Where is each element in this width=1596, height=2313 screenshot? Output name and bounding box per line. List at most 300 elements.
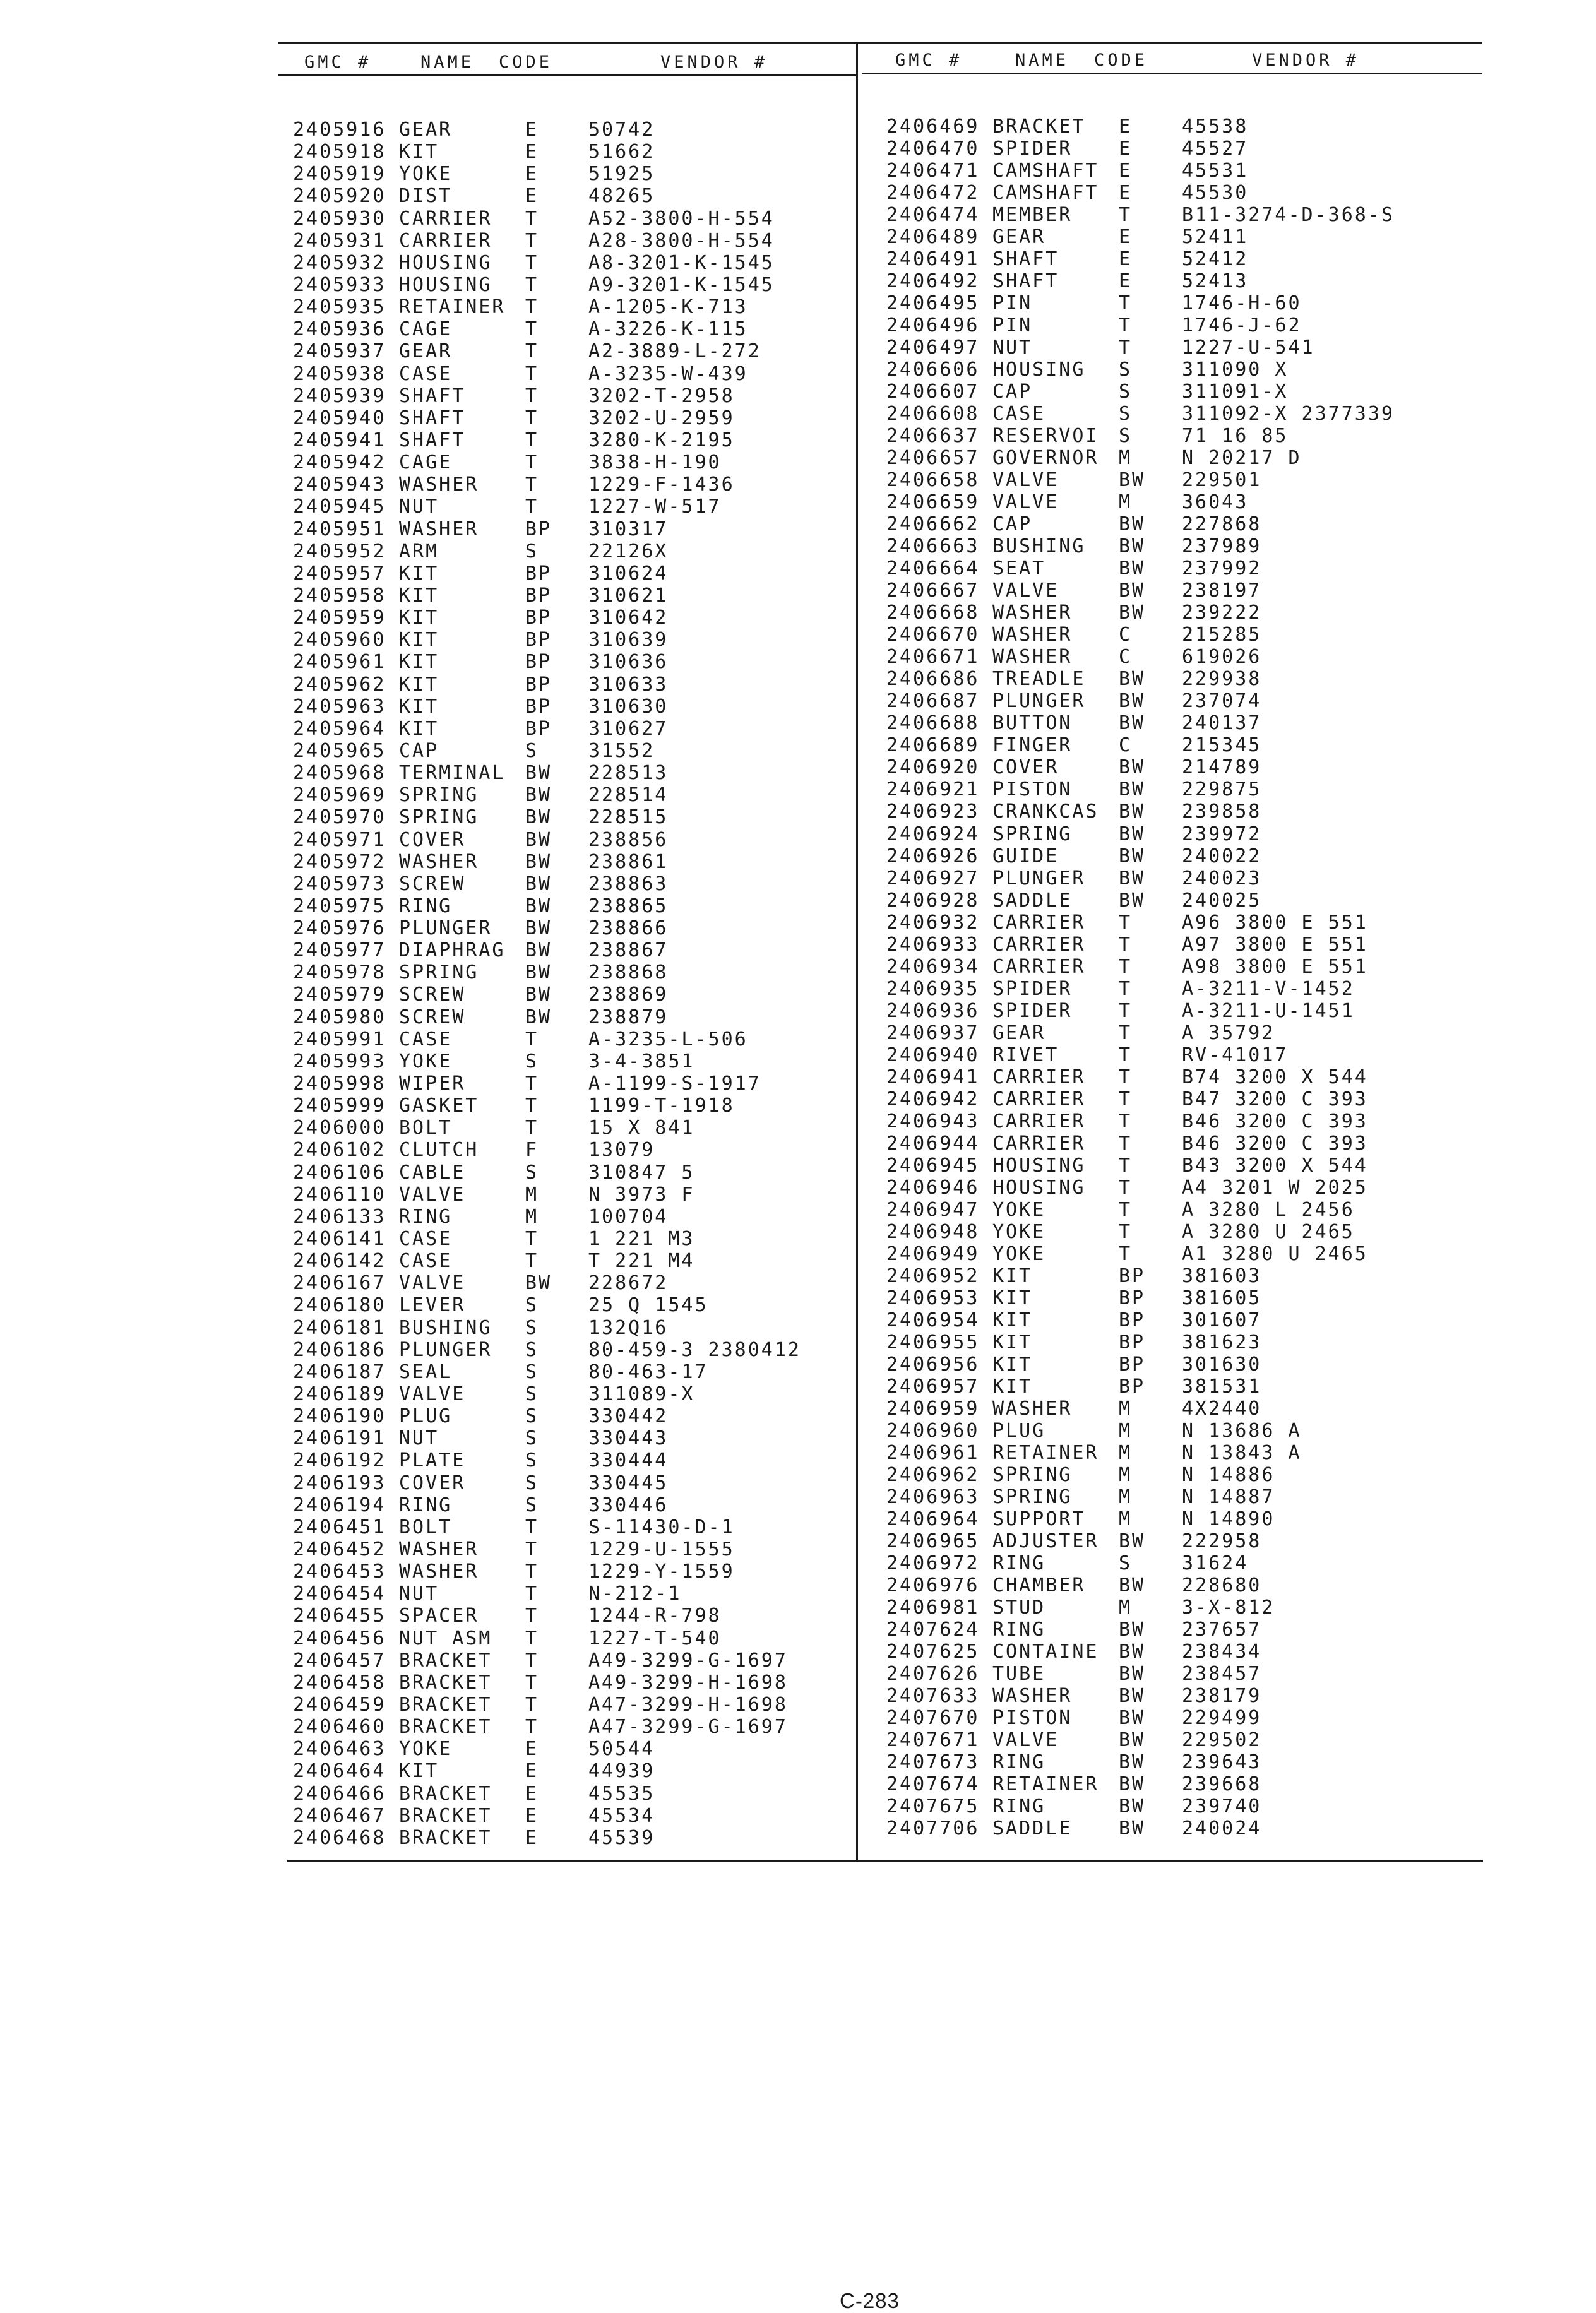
vendor-code: T	[1119, 1110, 1133, 1133]
part-name: HOUSING	[992, 359, 1086, 381]
vendor-code: BW	[1119, 1530, 1146, 1552]
gmc-number: 2406102	[293, 1139, 386, 1162]
part-name: WASHER	[399, 1538, 479, 1561]
gmc-number: 2406952	[886, 1264, 980, 1287]
vendor-number: 52412	[1182, 248, 1249, 271]
vendor-code: S	[1119, 425, 1133, 448]
vendor-number: 1746-J-62	[1182, 314, 1302, 337]
vendor-code: S	[1119, 403, 1133, 425]
part-name: TERMINAL	[399, 762, 506, 785]
part-name: KIT	[992, 1264, 1033, 1287]
vendor-number: 310624	[588, 562, 669, 585]
part-name: CASE	[992, 403, 1046, 425]
vendor-number: 51662	[588, 141, 655, 164]
vendor-number: 227868	[1182, 513, 1262, 536]
vendor-number: 3202-U-2959	[588, 407, 735, 429]
gmc-number: 2405971	[293, 828, 386, 851]
part-name: KIT	[399, 717, 439, 740]
gmc-number: 2405933	[293, 273, 386, 296]
part-name: CARRIER	[399, 229, 492, 252]
part-name: NUT ASM	[399, 1627, 492, 1650]
gmc-number: 2406942	[886, 1088, 980, 1110]
part-name: SEAT	[992, 557, 1046, 580]
vendor-code: E	[1119, 270, 1133, 293]
part-name: SHAFT	[399, 407, 466, 429]
part-name: MEMBER	[992, 204, 1073, 227]
part-name: KIT	[992, 1353, 1033, 1376]
gmc-number: 2406474	[886, 204, 980, 227]
vendor-number: A 35792	[1182, 1021, 1275, 1044]
column-divider	[856, 42, 858, 1861]
vendor-number: N 13686 A	[1182, 1419, 1302, 1442]
part-name: GEAR	[399, 119, 453, 141]
vendor-number: 330444	[588, 1449, 669, 1472]
part-name: COVER	[992, 756, 1059, 779]
vendor-number: 239740	[1182, 1795, 1262, 1818]
vendor-number: 1229-F-1436	[588, 473, 735, 496]
gmc-number: 2406452	[293, 1538, 386, 1561]
gmc-number: 2406453	[293, 1561, 386, 1583]
vendor-code: S	[525, 1161, 539, 1184]
gmc-number: 2406606	[886, 359, 980, 381]
vendor-number: 3838-H-190	[588, 451, 722, 474]
vendor-number: 240023	[1182, 867, 1262, 889]
part-name: VALVE	[992, 1729, 1059, 1752]
vendor-code: T	[525, 1671, 539, 1694]
part-name: BRACKET	[399, 1716, 492, 1739]
vendor-number: 237074	[1182, 690, 1262, 713]
part-name: SPACER	[399, 1605, 479, 1627]
vendor-number: A 3280 U 2465	[1182, 1220, 1355, 1243]
vendor-number: 3202-T-2958	[588, 384, 735, 407]
vendor-number: A1 3280 U 2465	[1182, 1242, 1368, 1265]
vendor-code: BW	[1119, 800, 1146, 823]
vendor-number: 215285	[1182, 624, 1262, 646]
vendor-number: 310642	[588, 607, 669, 629]
vendor-code: BW	[1119, 668, 1146, 691]
vendor-number: B11-3274-D-368-S	[1182, 204, 1395, 227]
vendor-number: 310630	[588, 695, 669, 718]
part-name: BRACKET	[399, 1826, 492, 1849]
part-name: CABLE	[399, 1161, 466, 1184]
vendor-code: BW	[1119, 845, 1146, 867]
vendor-code: T	[525, 496, 539, 518]
gmc-number: 2406953	[886, 1287, 980, 1309]
gmc-number: 2405979	[293, 984, 386, 1006]
part-name: SPRING	[992, 1485, 1073, 1508]
gmc-number: 2405977	[293, 939, 386, 962]
vendor-number: B46 3200 C 393	[1182, 1110, 1368, 1133]
vendor-code: BP	[525, 629, 552, 651]
vendor-code: BW	[1119, 602, 1146, 624]
gmc-number: 2406670	[886, 624, 980, 646]
vendor-code: BW	[1119, 1619, 1146, 1641]
gmc-number: 2406463	[293, 1738, 386, 1761]
vendor-number: 239643	[1182, 1751, 1262, 1774]
part-name: CARRIER	[399, 207, 492, 230]
gmc-number: 2405968	[293, 762, 386, 785]
gmc-number: 2406456	[293, 1627, 386, 1650]
vendor-code: M	[1119, 1463, 1133, 1486]
gmc-number: 2406180	[293, 1294, 386, 1317]
vendor-code: BW	[1119, 1663, 1146, 1686]
vendor-number: 238867	[588, 939, 669, 962]
gmc-number: 2406190	[293, 1405, 386, 1428]
vendor-code: T	[525, 1117, 539, 1139]
gmc-number: 2406457	[293, 1649, 386, 1672]
gmc-number: 2406959	[886, 1397, 980, 1420]
part-name: PIN	[992, 292, 1033, 315]
vendor-code: BW	[1119, 712, 1146, 735]
part-name: BRACKET	[399, 1649, 492, 1672]
part-name: VALVE	[992, 469, 1059, 492]
part-name: WASHER	[399, 850, 479, 873]
part-name: YOKE	[992, 1220, 1046, 1243]
vendor-code: M	[1119, 1485, 1133, 1508]
vendor-number: B74 3200 X 544	[1182, 1066, 1368, 1088]
vendor-code: BP	[525, 695, 552, 718]
part-name: WIPER	[399, 1073, 466, 1095]
vendor-number: 310636	[588, 651, 669, 674]
gmc-number: 2405972	[293, 850, 386, 873]
vendor-code: BW	[1119, 580, 1146, 602]
vendor-code: S	[525, 1472, 539, 1494]
gmc-number: 2406460	[293, 1716, 386, 1739]
gmc-number: 2406491	[886, 248, 980, 271]
gmc-number: 2406926	[886, 845, 980, 867]
vendor-code: T	[1119, 1044, 1133, 1066]
vendor-code: E	[1119, 226, 1133, 249]
gmc-number: 2406657	[886, 447, 980, 470]
gmc-number: 2405952	[293, 540, 386, 562]
part-name: PLUG	[399, 1405, 453, 1428]
vendor-code: BW	[525, 984, 552, 1006]
part-name: SADDLE	[992, 889, 1073, 912]
vendor-number: A-3211-U-1451	[1182, 999, 1355, 1022]
vendor-code: BW	[525, 806, 552, 829]
gmc-number: 2406957	[886, 1375, 980, 1398]
part-name: BOLT	[399, 1516, 453, 1538]
vendor-number: 238868	[588, 961, 669, 984]
vendor-number: 71 16 85	[1182, 425, 1289, 448]
vendor-code: E	[525, 1826, 539, 1849]
vendor-code: T	[525, 1583, 539, 1605]
gmc-number: 2406455	[293, 1605, 386, 1627]
vendor-code: T	[1119, 1154, 1133, 1177]
vendor-number: 1229-Y-1559	[588, 1561, 735, 1583]
vendor-number: 229502	[1182, 1729, 1262, 1752]
part-name: SPRING	[992, 823, 1073, 845]
gmc-number: 2406458	[293, 1671, 386, 1694]
gmc-number: 2406941	[886, 1066, 980, 1088]
vendor-code: S	[525, 1360, 539, 1383]
gmc-number: 2406468	[293, 1826, 386, 1849]
vendor-code: BW	[525, 939, 552, 962]
vendor-code: BW	[525, 762, 552, 785]
part-name: SPRING	[399, 784, 479, 807]
vendor-code: T	[1119, 955, 1133, 978]
vendor-number: 238856	[588, 828, 669, 851]
gmc-number: 2406981	[886, 1597, 980, 1619]
gmc-number: 2406607	[886, 381, 980, 403]
vendor-code: T	[525, 1516, 539, 1538]
gmc-number: 2407633	[886, 1685, 980, 1708]
vendor-number: 238197	[1182, 580, 1262, 602]
gmc-number: 2406459	[293, 1693, 386, 1716]
part-name: PLUNGER	[992, 690, 1086, 713]
gmc-number: 2407674	[886, 1773, 980, 1796]
gmc-number: 2407706	[886, 1817, 980, 1840]
vendor-number: 1227-W-517	[588, 496, 722, 518]
gmc-number: 2405943	[293, 473, 386, 496]
vendor-code: S	[525, 1338, 539, 1361]
part-name: CAMSHAFT	[992, 160, 1099, 182]
part-name: KIT	[399, 607, 439, 629]
vendor-number: 31552	[588, 739, 655, 762]
vendor-number: 311091-X	[1182, 381, 1289, 403]
gmc-number: 2406664	[886, 557, 980, 580]
part-name: KIT	[399, 1760, 439, 1783]
part-name: CAGE	[399, 451, 453, 474]
vendor-code: E	[525, 163, 539, 186]
vendor-number: 238179	[1182, 1685, 1262, 1708]
vendor-number: B47 3200 C 393	[1182, 1088, 1368, 1110]
vendor-number: 52413	[1182, 270, 1249, 293]
part-name: SCREW	[399, 984, 466, 1006]
vendor-number: 3-4-3851	[588, 1050, 695, 1073]
gmc-number: 2405963	[293, 695, 386, 718]
vendor-number: 310621	[588, 584, 669, 607]
vendor-number: 310627	[588, 717, 669, 740]
vendor-code: BP	[1119, 1331, 1146, 1353]
vendor-code: BW	[1119, 1773, 1146, 1796]
vendor-code: T	[525, 1095, 539, 1117]
part-name: BOLT	[399, 1117, 453, 1139]
vendor-number: A49-3299-H-1698	[588, 1671, 788, 1694]
vendor-code: T	[525, 1627, 539, 1650]
vendor-code: T	[525, 384, 539, 407]
vendor-number: A47-3299-G-1697	[588, 1716, 788, 1739]
part-name: SPRING	[992, 1463, 1073, 1486]
vendor-number: A49-3299-G-1697	[588, 1649, 788, 1672]
vendor-number: 239972	[1182, 823, 1262, 845]
vendor-code: S	[525, 1449, 539, 1472]
gmc-number: 2406192	[293, 1449, 386, 1472]
vendor-number: 1199-T-1918	[588, 1095, 735, 1117]
vendor-code: E	[525, 119, 539, 141]
gmc-number: 2405980	[293, 1006, 386, 1028]
gmc-number: 2406659	[886, 491, 980, 514]
part-name: WASHER	[992, 602, 1073, 624]
vendor-number: 239668	[1182, 1773, 1262, 1796]
gmc-number: 2406944	[886, 1132, 980, 1155]
vendor-number: B43 3200 X 544	[1182, 1154, 1368, 1177]
vendor-code: T	[525, 340, 539, 363]
vendor-code: F	[525, 1139, 539, 1162]
vendor-code: T	[525, 362, 539, 385]
part-name: VALVE	[399, 1272, 466, 1295]
part-name: PLUNGER	[399, 917, 492, 940]
vendor-code: BW	[1119, 1729, 1146, 1752]
part-name: CARRIER	[992, 933, 1086, 956]
gmc-number: 2407624	[886, 1619, 980, 1641]
gmc-number: 2406106	[293, 1161, 386, 1184]
vendor-number: T 221 M4	[588, 1250, 695, 1273]
part-name: RING	[399, 1494, 453, 1516]
vendor-code: BW	[1119, 867, 1146, 889]
vendor-code: T	[1119, 911, 1133, 934]
gmc-number: 2406965	[886, 1530, 980, 1552]
vendor-number: RV-41017	[1182, 1044, 1289, 1066]
part-name: RING	[992, 1795, 1046, 1818]
gmc-number: 2406946	[886, 1176, 980, 1199]
vendor-number: 381605	[1182, 1287, 1262, 1309]
gmc-number: 2405942	[293, 451, 386, 474]
vendor-number: 1227-U-541	[1182, 336, 1315, 359]
gmc-number: 2405931	[293, 229, 386, 252]
part-name: LEVER	[399, 1294, 466, 1317]
vendor-code: E	[525, 1804, 539, 1827]
vendor-number: 238866	[588, 917, 669, 940]
gmc-number: 2406924	[886, 823, 980, 845]
vendor-code: T	[1119, 314, 1133, 337]
part-name: HOUSING	[992, 1154, 1086, 1177]
gmc-number: 2407670	[886, 1707, 980, 1730]
vendor-number: 100704	[588, 1205, 669, 1228]
gmc-number: 2406927	[886, 867, 980, 889]
vendor-code: S	[525, 1427, 539, 1450]
gmc-number: 2406186	[293, 1338, 386, 1361]
vendor-code: T	[1119, 1242, 1133, 1265]
gmc-number: 2406686	[886, 668, 980, 691]
part-name: SPIDER	[992, 977, 1073, 1000]
gmc-number: 2405973	[293, 872, 386, 895]
part-name: COVER	[399, 828, 466, 851]
gmc-number: 2406467	[293, 1804, 386, 1827]
vendor-code: BW	[1119, 469, 1146, 492]
vendor-code: T	[1119, 1176, 1133, 1199]
vendor-code: T	[525, 1250, 539, 1273]
part-name: KIT	[399, 141, 439, 164]
vendor-code: BW	[1119, 513, 1146, 536]
vendor-number: 3-X-812	[1182, 1597, 1275, 1619]
part-name: YOKE	[992, 1198, 1046, 1221]
vendor-number: B46 3200 C 393	[1182, 1132, 1368, 1155]
gmc-number: 2405918	[293, 141, 386, 164]
part-name: CARRIER	[992, 911, 1086, 934]
vendor-number: 240137	[1182, 712, 1262, 735]
vendor-code: S	[1119, 359, 1133, 381]
vendor-code: BP	[1119, 1287, 1146, 1309]
gmc-number: 2406110	[293, 1183, 386, 1206]
vendor-number: 238879	[588, 1006, 669, 1028]
gmc-number: 2406472	[886, 182, 980, 205]
vendor-code: T	[525, 207, 539, 230]
gmc-number: 2406454	[293, 1583, 386, 1605]
gmc-number: 2406928	[886, 889, 980, 912]
vendor-code: BW	[525, 872, 552, 895]
part-name: YOKE	[992, 1242, 1046, 1265]
vendor-code: T	[525, 407, 539, 429]
vendor-code: T	[525, 429, 539, 451]
vendor-number: 1227-T-540	[588, 1627, 722, 1650]
part-name: SHAFT	[992, 270, 1059, 293]
vendor-code: S	[525, 1494, 539, 1516]
vendor-number: N-212-1	[588, 1583, 682, 1605]
vendor-number: 31624	[1182, 1552, 1249, 1575]
vendor-number: 229938	[1182, 668, 1262, 691]
vendor-number: 45527	[1182, 138, 1249, 160]
gmc-number: 2406181	[293, 1316, 386, 1339]
vendor-code: BP	[525, 673, 552, 696]
vendor-number: 214789	[1182, 756, 1262, 779]
vendor-code: S	[525, 1294, 539, 1317]
part-name: PISTON	[992, 778, 1073, 801]
part-name: WASHER	[399, 1561, 479, 1583]
vendor-code: E	[525, 185, 539, 208]
gmc-number: 2406921	[886, 778, 980, 801]
vendor-number: N 14887	[1182, 1485, 1275, 1508]
part-name: CASE	[399, 1250, 453, 1273]
vendor-number: 45530	[1182, 182, 1249, 205]
part-name: WASHER	[399, 473, 479, 496]
vendor-code: S	[525, 1405, 539, 1428]
gmc-number: 2407673	[886, 1751, 980, 1774]
vendor-code: BW	[525, 850, 552, 873]
vendor-code: E	[525, 1738, 539, 1761]
gmc-number: 2405965	[293, 739, 386, 762]
part-name: SCREW	[399, 1006, 466, 1028]
vendor-code: M	[1119, 1441, 1133, 1464]
vendor-number: A47-3299-H-1698	[588, 1693, 788, 1716]
gmc-number: 2405932	[293, 251, 386, 274]
vendor-number: 4X2440	[1182, 1397, 1262, 1420]
part-name: VALVE	[399, 1383, 466, 1406]
vendor-number: 132Q16	[588, 1316, 669, 1339]
vendor-code: T	[1119, 933, 1133, 956]
vendor-code: BW	[1119, 889, 1146, 912]
gmc-number: 2406142	[293, 1250, 386, 1273]
part-name: PIN	[992, 314, 1033, 337]
vendor-number: A-3211-V-1452	[1182, 977, 1355, 1000]
gmc-number: 2406496	[886, 314, 980, 337]
vendor-number: 222958	[1182, 1530, 1262, 1552]
vendor-number: 330443	[588, 1427, 669, 1450]
gmc-number: 2406471	[886, 160, 980, 182]
gmc-number: 2405969	[293, 784, 386, 807]
vendor-code: T	[1119, 1132, 1133, 1155]
part-name: WASHER	[992, 646, 1073, 669]
part-name: NUT	[399, 1583, 439, 1605]
vendor-number: 45535	[588, 1782, 655, 1805]
vendor-code: M	[525, 1183, 539, 1206]
part-name: BRACKET	[399, 1693, 492, 1716]
part-name: CARRIER	[992, 1132, 1086, 1155]
vendor-code: T	[525, 1561, 539, 1583]
gmc-number: 2406920	[886, 756, 980, 779]
part-name: PLUNGER	[399, 1338, 492, 1361]
part-name: STUD	[992, 1597, 1046, 1619]
gmc-number: 2406976	[886, 1574, 980, 1597]
vendor-code: BW	[1119, 778, 1146, 801]
vendor-number: A4 3201 W 2025	[1182, 1176, 1368, 1199]
vendor-number: 301607	[1182, 1309, 1262, 1331]
part-name: GUIDE	[992, 845, 1059, 867]
vendor-code: M	[1119, 1507, 1133, 1530]
gmc-number: 2406948	[886, 1220, 980, 1243]
part-name: PLUG	[992, 1419, 1046, 1442]
gmc-number: 2405976	[293, 917, 386, 940]
